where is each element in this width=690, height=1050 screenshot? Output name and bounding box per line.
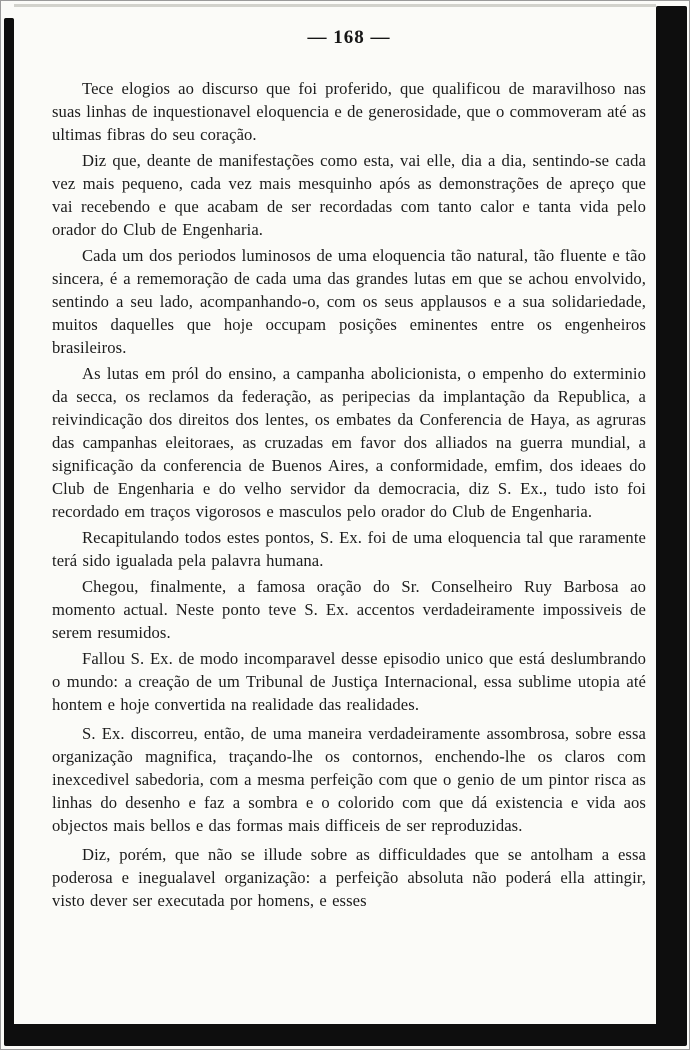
scan-edge-right	[656, 6, 687, 1046]
body-text	[52, 77, 646, 912]
scan-edge-bottom	[4, 1024, 664, 1046]
paragraph: Fallou S. Ex. de modo incomparavel desse episodio unico que está deslumbrando o mundo: a creação de um Tribunal de Justiça Internacional, essa sublime utopia até hontem e hoje convertida na realidade das realidades.	[52, 649, 646, 714]
paragraph: Tece elogios ao discurso que foi proferido, que qualificou de maravilhoso nas suas linhas de inquestionavel eloquencia e de generosidade, que o commoveram até as ultimas fibras do seu coração.	[52, 79, 646, 144]
paragraph: Chegou, finalmente, a famosa oração do Sr. Conselheiro Ruy Barbosa ao momento actual. Neste ponto teve S. Ex. accentos verdadeiramente impossiveis de serem resumidos.	[52, 577, 646, 642]
paragraph: As lutas em pról do ensino, a campanha abolicionista, o empenho do exterminio da secca, os reclamos da federação, as peripecias da implantação da Republica, a reivindicação dos direitos dos lentes, os embates da Conferencia de Haya, as agruras das campanhas eleitoraes, as cruzadas em favor dos alliados na guerra mundial, a significação da conferencia de Buenos Aires, a conformidade, emfim, dos ideaes do Club de Engenharia e do velho servidor da democracia, diz S. Ex., tudo isto foi recordado em traços vigorosos e masculos pelo orador do Club de Engenharia.	[52, 364, 646, 521]
paragraph: Diz, porém, que não se illude sobre as difficuldades que se antolham a essa poderosa e inegualavel organização: a perfeição absoluta não poderá ella attingir, visto dever ser executada por homens, e esses	[52, 845, 646, 910]
paragraph: Diz que, deante de manifestações como esta, vai elle, dia a dia, sentindo-se cada vez mais pequeno, cada vez mais mesquinho após as demonstrações de apreço que vai recebendo e que acabam de ser recordadas com tanto calor e tanta vida pelo orador do Club de Engenharia.	[52, 151, 646, 239]
paragraph: Cada um dos periodos luminosos de uma eloquencia tão natural, tão fluente e tão sincera, é a rememoração de cada uma das grandes lutas em que se achou envolvido, sentindo a seu lado, acompanhando-o, com os seus applausos e a sua solidariedade, muitos daquelles que hoje occupam posições eminentes entre os engenheiros brasileiros.	[52, 246, 646, 357]
page-content	[52, 0, 646, 1020]
paragraph: Recapitulando todos estes pontos, S. Ex. foi de uma eloquencia tal que raramente terá sido igualada pela palavra humana.	[52, 528, 646, 570]
paragraph: S. Ex. discorreu, então, de uma maneira verdadeiramente assombrosa, sobre essa organização magnifica, traçando-lhe os contornos, enchendo-lhe os claros com inexcedivel sabedoria, com a mesma perfeição com que o genio de um pintor risca as linhas do desenho e faz a sombra e o colorido com que dá existencia e vida aos objectos mais bellos e das formas mais difficeis de ser reproduzidas.	[52, 724, 646, 835]
scan-edge-left	[4, 18, 14, 1044]
page-number: — 168 —	[307, 27, 391, 48]
